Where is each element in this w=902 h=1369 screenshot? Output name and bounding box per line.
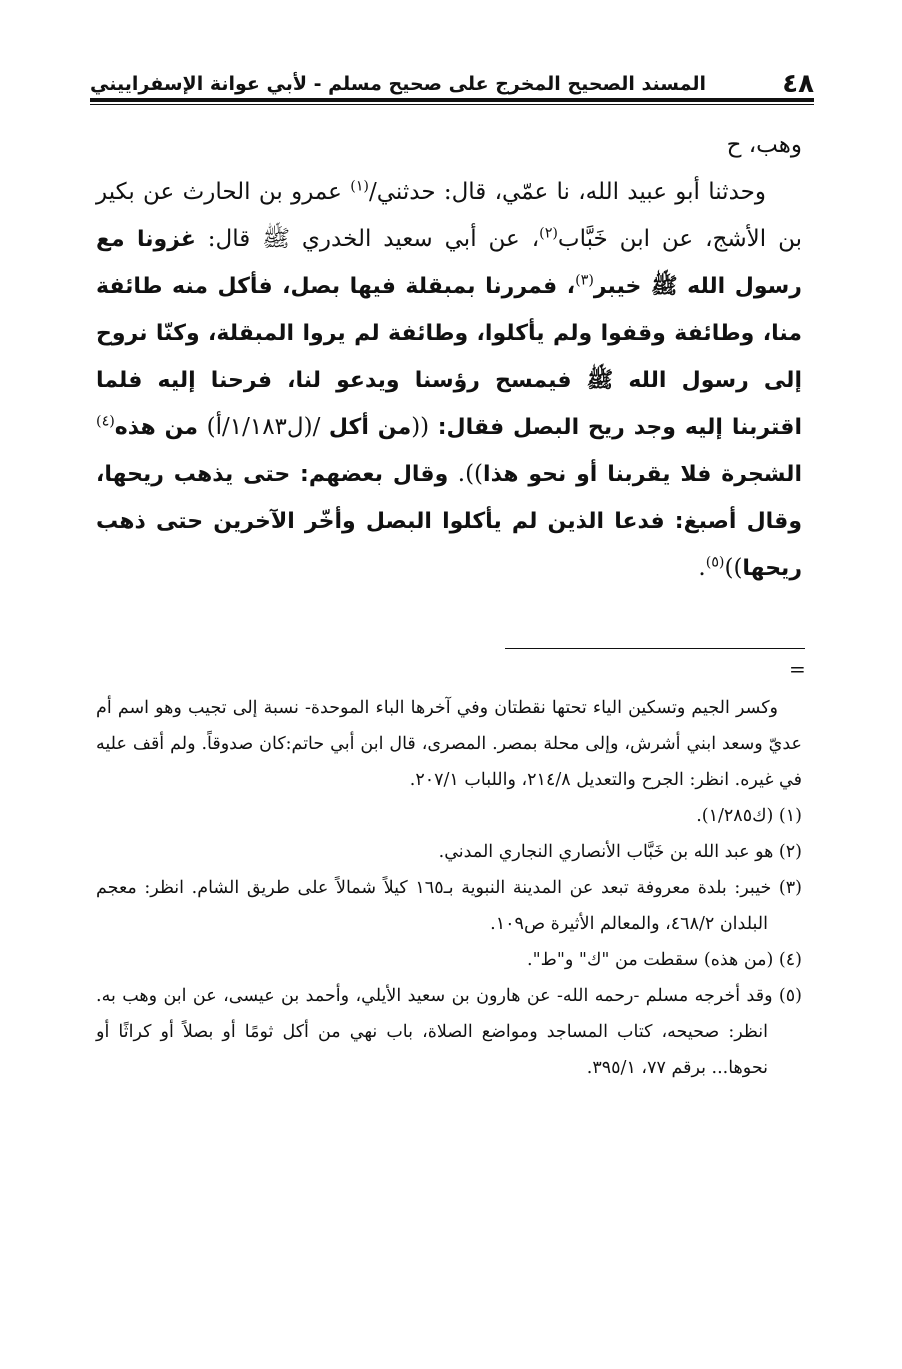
- matn-bold-a: غزونا مع رسول الله ﷺ خيبر: [96, 227, 802, 299]
- footnote-continuation-mark: =: [789, 657, 806, 681]
- footnote-ref-4: (٤): [96, 413, 115, 430]
- hadith-paragraph: [96, 169, 802, 592]
- matn-bold-d: من هذه: [114, 415, 199, 440]
- sentence-end: .: [698, 555, 706, 581]
- folio-mark: /(ل١/١٨٣/أ): [198, 414, 329, 440]
- footnote-continuation: وكسر الجيم وتسكين الياء تحتها نقطتان وفي آخرها الباء الموحدة- نسبة إلى تجيب وهو اسم أم عديّ وسعد ابني أشرش، وإلى محلة بمصر. المصرى، قال ابن أبي حاتم:كان صدوقاً. ولم أقف عليه في غيره. انظر: الجرح والتعديل ٢١٤/٨، واللباب ٢٠٧/١.: [96, 698, 802, 790]
- footnote-2: (٢) هو عبد الله بن خَبَّاب الأنصاري النجاري المدني.: [438, 842, 802, 862]
- close-quote: )).: [448, 461, 484, 487]
- text-line-opening: وهب، ح: [726, 132, 802, 158]
- footnote-ref-1: (١): [350, 178, 369, 195]
- running-title: المسند الصحيح المخرج على صحيح مسلم - لأبي عوانة الإسفراييني: [90, 73, 706, 95]
- isnad-part-b: عمرو بن الحارث عن بكير بن الأشج، عن ابن خَبَّاب: [96, 179, 803, 252]
- page-header: [90, 66, 814, 98]
- header-double-rule: [90, 98, 814, 105]
- close-quote-2: )): [724, 555, 743, 581]
- footnotes: [96, 690, 802, 1086]
- footnote-separator: [505, 648, 805, 649]
- footnote-1: (١) (ك١/٢٨٥).: [696, 806, 802, 826]
- footnote-4: (٤) (من هذه) سقطت من "ك" و"ط".: [527, 950, 802, 970]
- footnote-5: (٥) وقد أخرجه مسلم -رحمه الله- عن هارون بن سعيد الأيلي، وأحمد بن عيسى، عن ابن وهب به. انظر: صحيحه، كتاب المساجد ومواضع الصلاة، باب نهي من أكل ثومًا أو بصلاً أو كراثًا أو نحوها... برقم ٧٧، ٣٩٥/١.: [96, 986, 802, 1078]
- footnote-ref-2: (٢): [539, 225, 558, 242]
- matn-bold-f: وقال بعضهم: حتى يذهب ريحها، وقال أصبغ: فدعا الذين لم يأكلوا البصل وأخّر الآخرين حتى ذهب ريحها: [96, 462, 802, 581]
- matn-bold-c: من أكل: [328, 415, 412, 440]
- isnad-part-a: وحدثنا أبو عبيد الله، نا عمّي، قال: حدثني/: [368, 179, 766, 205]
- footnote-ref-5: (٥): [705, 554, 725, 571]
- footnote-3: (٣) خيبر: بلدة معروفة تبعد عن المدينة النبوية بـ١٦٥ كيلاً شمالاً على طريق الشام. انظر: معجم البلدان ٤٦٨/٢، والمعالم الأثيرة ص١٠٩.: [96, 878, 802, 934]
- page-number: ٤٨: [782, 69, 814, 99]
- open-quote: ((: [411, 414, 438, 440]
- matn-bold-b: ، فمررنا بمبقلة فيها بصل، فأكل منه طائفة منا، وطائفة وقفوا ولم يأكلوا، وطائفة لم يروا المبقلة، وكنّا نروح إلى رسول الله ﷺ فيمسح رؤسنا ويدعو لنا، فرحنا إليه فلما اقتربنا إليه وجد ريح البصل فقال:: [96, 274, 802, 440]
- footnote-ref-3: (٣): [575, 272, 594, 289]
- main-text: [96, 122, 802, 592]
- matn-bold-e: الشجرة فلا يقربنا أو نحو هذا: [483, 462, 802, 487]
- isnad-part-c: ، عن أبي سعيد الخدري ﷺ قال:: [195, 226, 540, 252]
